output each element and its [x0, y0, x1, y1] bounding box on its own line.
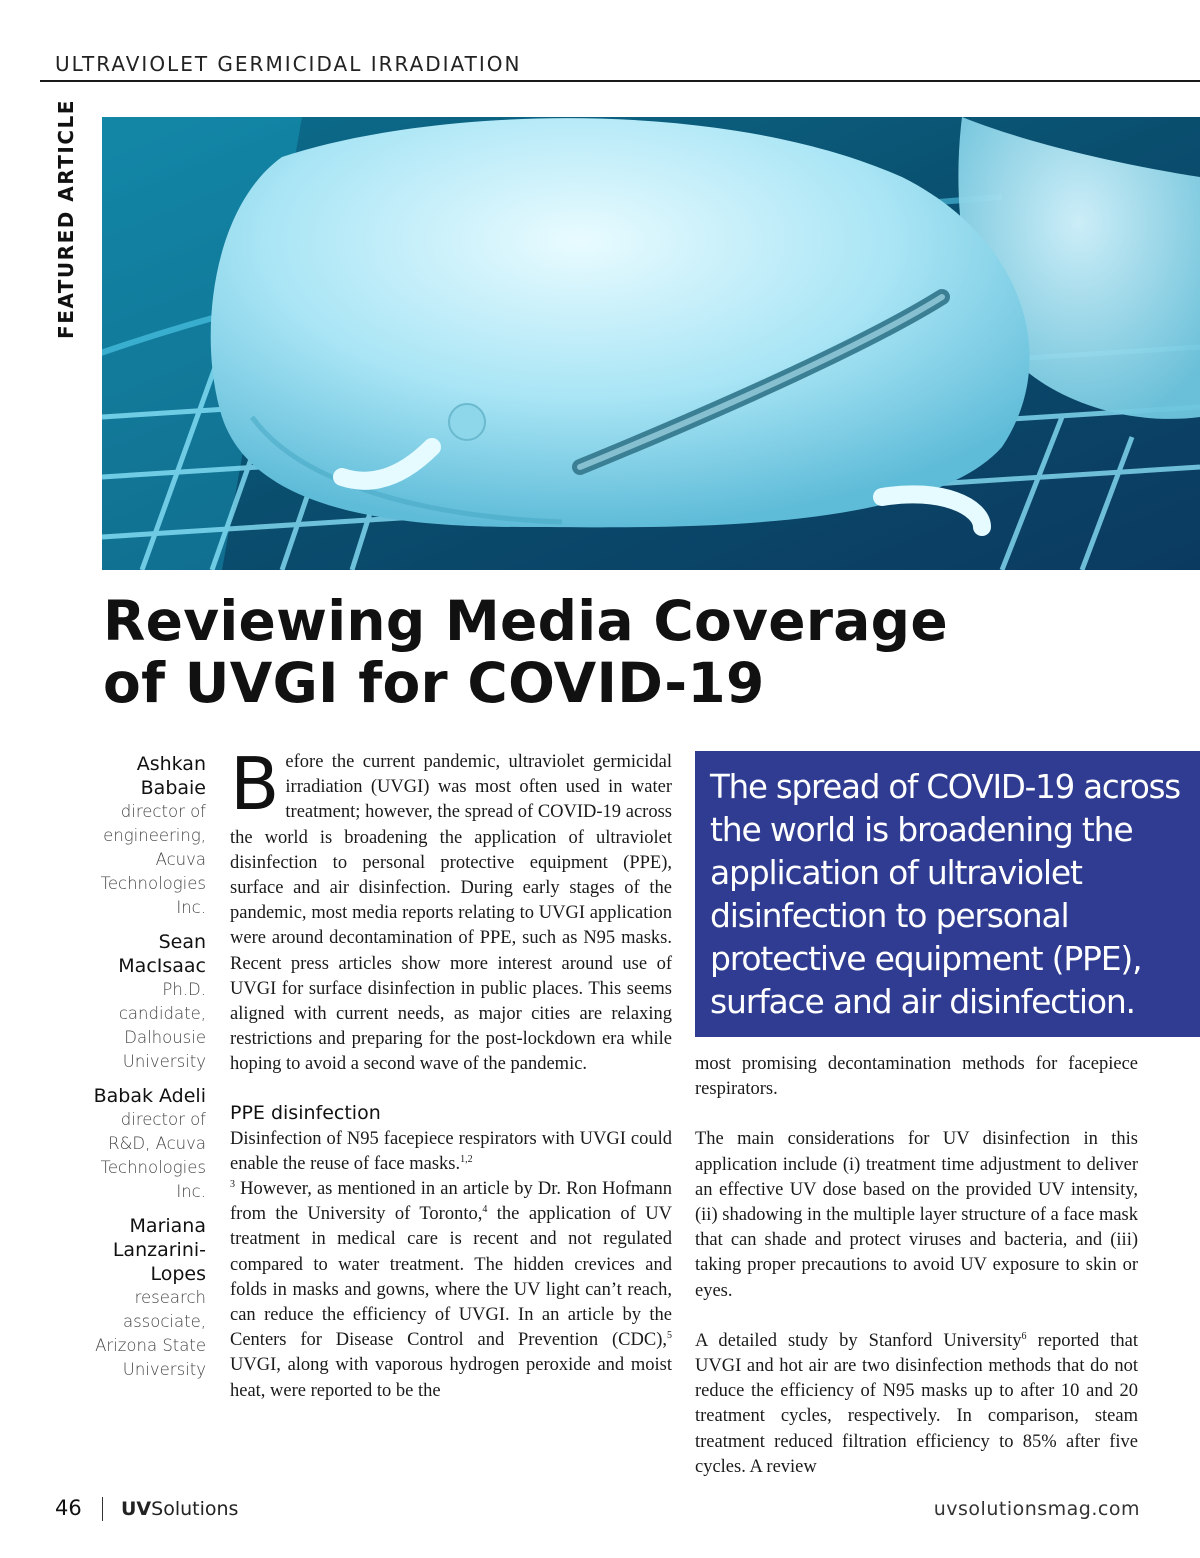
footnote-ref: 1,2	[460, 1153, 473, 1165]
author-name: Lanzarini-	[112, 1239, 206, 1261]
body-paragraph: Before the current pandemic, ultraviolet germicidal irradiation (UVGI) was most often used in water treatment; however, the spread of COVID-19 across the world is broadening the application of ultraviolet disinfection to personal protective equipment (PPE), surface and air disinfection. During early stages of the pandemic, most media reports relating to UVGI application were around decontamination of PPE, such as N95 masks. Recent press articles show more interest around use of UVGI for surface disinfection in public places. This seems aligned with current needs, as major cities are relaxing restrictions and preparing for the post-lockdown era while hoping to avoid a second wave of the pandemic.	[230, 742, 672, 1075]
author-role: University	[122, 1052, 206, 1071]
website-url: uvsolutionsmag.com	[933, 1498, 1140, 1520]
author-role: director of	[120, 1110, 206, 1129]
author-role: Inc.	[176, 1182, 206, 1201]
pull-quote-line: application of ultraviolet	[710, 853, 1082, 892]
author-role: research	[134, 1288, 206, 1307]
author-name: Lopes	[150, 1263, 206, 1285]
author-entry	[40, 752, 206, 920]
author-name: MacIsaac	[118, 955, 206, 977]
body-column-2	[695, 1052, 1138, 1505]
author-role: R&D, Acuva	[108, 1134, 206, 1153]
author-role: associate,	[122, 1312, 206, 1331]
author-role: Ph.D.	[162, 980, 206, 999]
author-role: Inc.	[176, 898, 206, 917]
author-role: Acuva	[155, 850, 206, 869]
magazine-brand: UVSolutions	[121, 1498, 239, 1520]
header-rule	[40, 80, 1200, 82]
title-line: Reviewing Media Coverage	[103, 589, 948, 653]
author-name: Sean	[158, 931, 206, 953]
pull-quote-line: The spread of COVID-19 across	[710, 767, 1180, 806]
author-name: Babaie	[140, 777, 206, 799]
pull-quote-line: disinfection to personal	[710, 896, 1069, 935]
footnote-ref: 6	[1021, 1330, 1027, 1342]
author-name: Ashkan	[136, 753, 206, 775]
footnote-ref: 4	[482, 1204, 488, 1216]
pull-quote-line: surface and air disinfection.	[710, 982, 1135, 1021]
author-role: Technologies	[100, 1158, 206, 1177]
author-entry	[40, 1084, 206, 1204]
section-subhead: PPE disinfection	[230, 1101, 381, 1124]
footer-divider	[102, 1497, 103, 1521]
author-list	[40, 752, 206, 1392]
author-role: Dalhousie	[124, 1028, 206, 1047]
page-number: 46	[55, 1496, 82, 1520]
author-name: Babak Adeli	[93, 1085, 206, 1107]
drop-cap: B	[230, 742, 280, 826]
author-role: candidate,	[118, 1004, 206, 1023]
body-column-1	[230, 742, 672, 1429]
body-paragraph: most promising decontamination methods for facepiece respirators.	[695, 1054, 1138, 1100]
author-role: Technologies	[100, 874, 206, 893]
author-entry	[40, 930, 206, 1074]
author-name: Mariana	[129, 1215, 206, 1237]
author-role: director of	[120, 802, 206, 821]
n95-mask-photo	[102, 117, 1200, 570]
body-paragraph: The main considerations for UV disinfection in this application include (i) treatment time adjustment to deliver an effective UV dose based on the provided UV intensity, (ii) shadowing in the multiple layer structure of a face mask that can shade and protect viruses and bacteria, and (iii) taking proper precautions to avoid UV exposure to skin or eyes.	[695, 1129, 1138, 1301]
pull-quote	[695, 751, 1200, 1037]
title-line: of UVGI for COVID-19	[103, 651, 765, 715]
author-entry	[40, 1214, 206, 1382]
author-role: University	[122, 1360, 206, 1379]
footnote-ref: 5	[667, 1330, 672, 1342]
footnote-ref: 3	[230, 1178, 235, 1190]
page-footer	[55, 1496, 1140, 1526]
article-title	[103, 590, 1003, 714]
author-role: Arizona State	[95, 1336, 206, 1355]
body-paragraph: Disinfection of N95 facepiece respirators with UVGI could enable the reuse of face masks.$^{1,2}$ $^3$ However, as mentioned in an article by Dr. Ron Hofmann from the University of Toronto,$^4$ the application of UV treatment in medical care is recent and not regulated compared to water treatment. The hidden crevices and folds in masks and gowns, where the UV light can’t reach, can reduce the efficiency of UVGI. In an article by the Centers for Disease Control and Prevention (CDC),$^5$ UVGI, along with vaporous hydrogen peroxide and moist heat, were reported to be the	[230, 1128, 672, 1401]
section-side-label: FEATURED ARTICLE	[54, 99, 78, 339]
hero-image	[102, 117, 1200, 570]
running-head: ULTRAVIOLET GERMICIDAL IRRADIATION	[55, 52, 522, 76]
pull-quote-line: protective equipment (PPE),	[710, 939, 1142, 978]
pull-quote-line: the world is broadening the	[710, 810, 1133, 849]
body-paragraph: A detailed study by Stanford University$^6$ reported that UVGI and hot air are two disinfection methods that do not reduce the efficiency of N95 masks up to after 10 and 20 treatment cycles, respectively. In comparison, steam treatment reduced filtration efficiency to 85% after five cycles. A review	[695, 1330, 1138, 1477]
author-role: engineering,	[103, 826, 206, 845]
